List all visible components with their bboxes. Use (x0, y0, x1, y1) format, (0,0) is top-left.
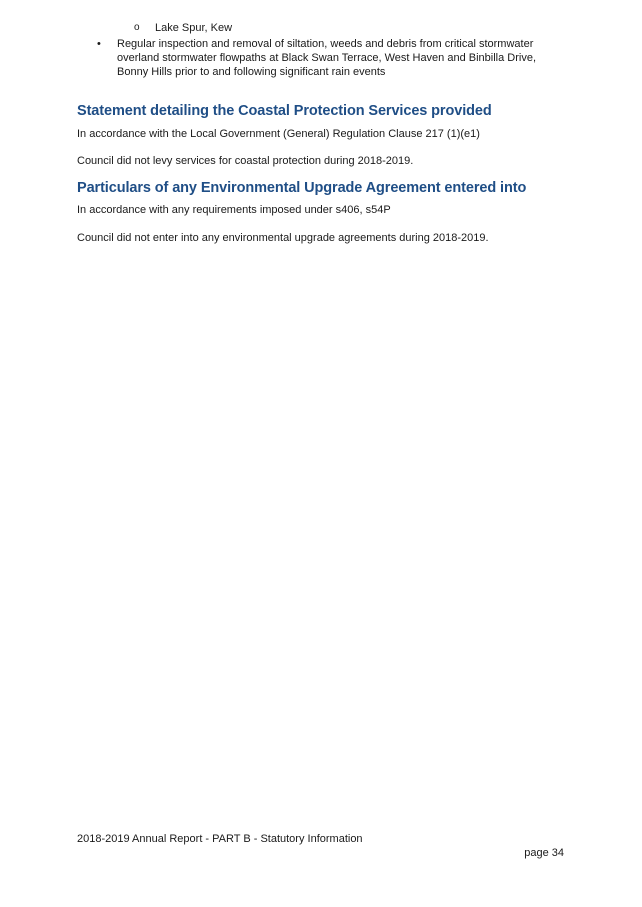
section-paragraph: In accordance with any requirements imposed under s406, s54P (77, 204, 391, 216)
section-paragraph: In accordance with the Local Government (General) Regulation Clause 217 (1)(e1) (77, 128, 480, 140)
sub-bullet-marker: o (134, 22, 140, 33)
section-heading-coastal-protection: Statement detailing the Coastal Protection Services provided (77, 103, 492, 119)
section-heading-environmental-upgrade: Particulars of any Environmental Upgrade Agreement entered into (77, 180, 527, 196)
section-paragraph: Council did not levy services for coastal protection during 2018-2019. (77, 155, 414, 167)
sub-bullet-text: Lake Spur, Kew (155, 22, 233, 34)
footer-title: 2018-2019 Annual Report - PART B - Statutory Information (77, 833, 363, 845)
page-number: page 34 (524, 847, 564, 859)
section-paragraph: Council did not enter into any environmental upgrade agreements during 2018-2019. (77, 232, 489, 244)
bullet-text: Regular inspection and removal of siltation, weeds and debris from critical stormwater overland stormwater flowpaths at Black Swan Terrace, West Haven and Binbilla Drive, Bonny Hills prior to and following significant rain events (117, 38, 537, 78)
bullet-marker: • (97, 38, 101, 50)
